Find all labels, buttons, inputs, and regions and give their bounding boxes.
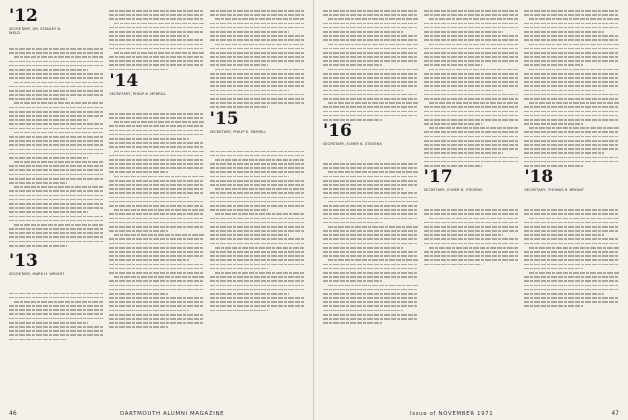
class-notes-text <box>424 10 519 167</box>
class-notes-text <box>109 113 203 328</box>
class-notes-text <box>9 48 103 247</box>
class-section-1916 <box>323 123 418 324</box>
page-number: 47 <box>611 410 619 417</box>
class-secretary: SECRETARY, PHILIP K. MERRILL <box>209 129 267 134</box>
class-year: '17 <box>423 167 453 188</box>
class-secretary: SECRETARY, ELMER B. STEVENS <box>423 188 483 193</box>
class-section-1918 <box>524 169 619 307</box>
left-column-1 <box>9 8 103 406</box>
class-secretary: SECRETARY, PHILIP K. MERRILL <box>109 91 167 96</box>
class-year: '14 <box>109 70 139 91</box>
class-notes-text <box>323 163 418 324</box>
page-number: 46 <box>9 410 17 417</box>
class-year: '16 <box>323 121 352 142</box>
left-column-3 <box>210 8 304 406</box>
class-secretary: SECRETARY, MARK H. WRIGHT <box>9 271 65 276</box>
class-notes-text <box>524 10 619 167</box>
class-notes-text <box>109 10 203 70</box>
class-section-1917 <box>424 169 519 265</box>
class-year: '18 <box>524 167 554 188</box>
class-notes-text <box>210 151 304 312</box>
class-year: '15 <box>209 108 239 129</box>
left-column-2 <box>109 8 203 406</box>
right-column-2 <box>424 8 519 406</box>
right-column-3 <box>524 8 619 406</box>
right-page <box>314 0 628 420</box>
class-section-1914 <box>109 70 203 328</box>
class-notes-text <box>210 10 304 108</box>
class-notes-text <box>424 209 519 265</box>
right-column-1 <box>323 8 418 406</box>
class-section-1912 <box>9 8 103 247</box>
running-footer: Issue of NOVEMBER 1971 <box>410 411 494 417</box>
class-section-1913 <box>9 250 103 341</box>
class-notes-text <box>323 10 418 121</box>
class-notes-text <box>524 209 619 307</box>
class-notes-text <box>9 293 103 341</box>
class-secretary: SECRETARY, ELMER B. STEVENS <box>323 142 382 147</box>
class-section-1915 <box>209 108 304 312</box>
class-secretary: SECRETARY, DR. STANLEY B. WELD <box>9 27 62 36</box>
class-year: '12 <box>9 8 38 26</box>
running-footer: DARTMOUTH ALUMNI MAGAZINE <box>120 411 225 417</box>
class-year: '13 <box>9 250 38 271</box>
class-secretary: SECRETARY, THOMAS R. BRYANT <box>524 188 584 193</box>
